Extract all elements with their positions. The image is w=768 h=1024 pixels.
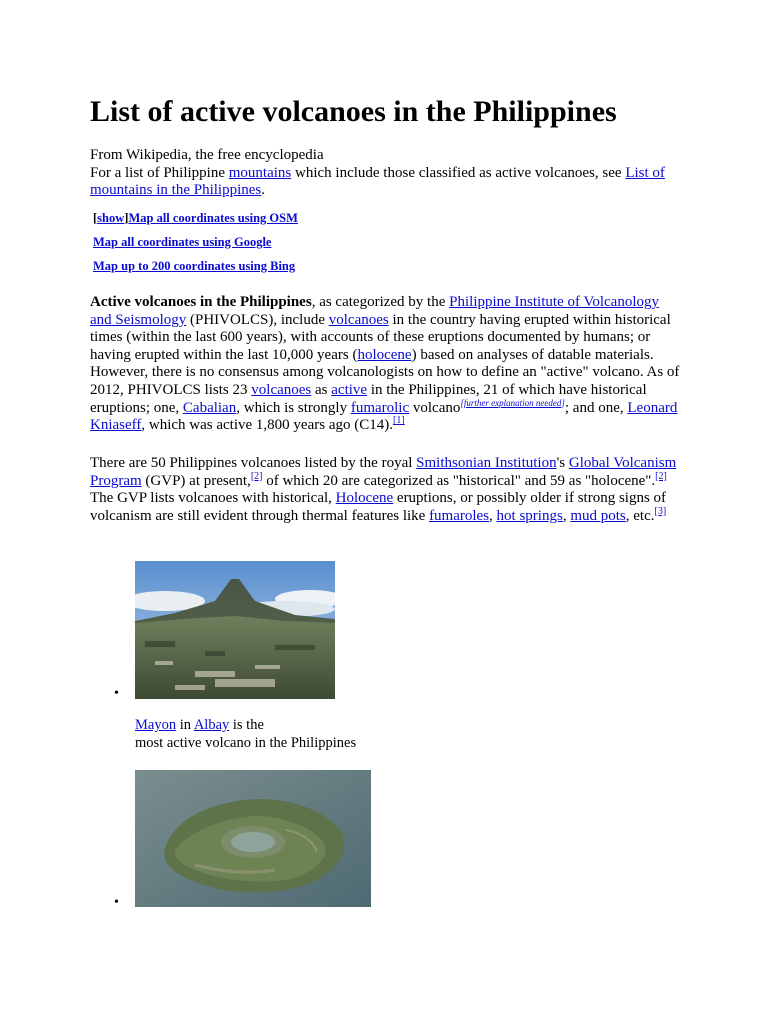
phivolcs-link[interactable]: Philippine Institute of Volcanology and Seismology — [90, 294, 659, 328]
p1-text-10: , which was active 1,800 years ago (C14). — [141, 417, 393, 434]
leonard-kniaseff-link[interactable]: Leonard Kniaseff — [90, 399, 678, 434]
albay-link[interactable]: Albay — [193, 717, 230, 733]
gvp-paragraph — [90, 455, 680, 525]
cn-open: [ — [460, 397, 464, 408]
ref-1 — [393, 415, 405, 426]
p2-text-2: 's — [556, 455, 569, 471]
taal-volcano-photo — [135, 770, 371, 907]
p1-text-3: in the country having erupted within historical times (within the last 600 years), with accounts of these eruptions documented by humans; or having erupted within the last 10,000 years ( — [90, 311, 671, 363]
mud-pots-link[interactable]: mud pots — [570, 507, 626, 524]
mountains-link[interactable]: mountains — [228, 164, 292, 181]
map-google-link[interactable]: Map all coordinates using Google — [93, 235, 272, 249]
p1-text-6: in the Philippines, 21 of which have historical eruptions; one, — [90, 381, 647, 416]
citation-needed-note — [460, 398, 565, 408]
caption-text-2: is the — [229, 717, 264, 733]
fumarolic-link[interactable]: fumarolic — [350, 399, 410, 416]
p2-text-6: eruptions, or possibly older if strong signs of volcanism are still evident through thermal features like — [90, 490, 667, 524]
p2-text-7: , — [489, 507, 497, 524]
smithsonian-link[interactable]: Smithsonian Institution — [416, 455, 557, 471]
cn-close: ] — [561, 397, 565, 408]
show-bracket-open: [ — [93, 211, 98, 225]
taal-volcano-image[interactable] — [135, 770, 371, 912]
ref-2-link[interactable]: [2] — [250, 470, 263, 482]
hatnote-mid: which include those classified as active volcanoes, see — [291, 164, 626, 181]
p1-text-1: , as categorized by the — [311, 294, 450, 310]
show-bracket-close: ] — [124, 211, 129, 225]
p1-text-7: , which is strongly — [236, 399, 351, 416]
map-bing-link[interactable]: Map up to 200 coordinates using Bing — [93, 259, 296, 273]
p2-text-8: , — [562, 507, 571, 524]
mayon-volcano-image[interactable] — [135, 561, 335, 704]
ref-2b-link[interactable]: [2] — [655, 470, 667, 482]
map-google-row — [93, 235, 271, 250]
p2-text-5: The GVP lists volcanoes with historical, — [90, 490, 336, 507]
p1-text-8: volcano — [409, 399, 461, 416]
caption-text-1: in — [176, 717, 194, 733]
p1-text-5: as — [311, 381, 332, 398]
p1-text-9: ; and one, — [564, 399, 628, 416]
map-bing-row — [93, 259, 295, 274]
gallery-bullet-1: • — [114, 686, 119, 701]
map-osm-link[interactable]: Map all coordinates using OSM — [128, 211, 298, 225]
p2-text-1: There are 50 Philippines volcanoes listed by the royal — [90, 455, 417, 471]
ref-3 — [654, 506, 666, 517]
map-osm-row — [93, 211, 298, 226]
active-link[interactable]: active — [331, 381, 368, 398]
show-toggle-link[interactable]: show — [97, 211, 125, 225]
ref-2 — [251, 471, 263, 482]
volcanoes-link[interactable]: volcanoes — [328, 311, 389, 328]
ref-3-link[interactable]: [3] — [654, 505, 667, 517]
gvp-link[interactable]: Global Volcanism Program — [90, 455, 677, 489]
volcanoes-link-2[interactable]: volcanoes — [251, 381, 312, 398]
tagline-text: From Wikipedia, the free encyclopedia — [90, 147, 324, 163]
gallery-bullet-2: • — [114, 895, 119, 910]
caption-text-3: most active volcano in the Philippines — [135, 734, 357, 751]
intro-bold: Active volcanoes in the Philippines — [90, 294, 312, 310]
mayon-volcano-photo — [135, 561, 335, 699]
page-title: List of active volcanoes in the Philippines — [90, 95, 617, 128]
ref-1-link[interactable]: [1] — [392, 415, 405, 427]
further-explanation-link[interactable]: further explanation needed — [463, 397, 562, 408]
fumaroles-link[interactable]: fumaroles — [429, 507, 490, 524]
holocene-link-2[interactable]: Holocene — [335, 490, 394, 507]
p2-text-3: (GVP) at present, — [141, 472, 251, 489]
p1-text-4: ) based on analyses of datable materials. However, there is no consensus among volcanologists on how to define an "active" volcano. As of 2012, PHIVOLCS lists 23 — [90, 346, 680, 398]
list-of-mountains-link[interactable]: List of mountains in the Philippines — [90, 164, 665, 199]
intro-paragraph — [90, 294, 680, 435]
hatnote-post: . — [261, 182, 265, 199]
tagline — [90, 147, 680, 200]
hot-springs-link[interactable]: hot springs — [496, 507, 563, 524]
holocene-link[interactable]: holocene — [357, 346, 412, 363]
p2-text-9: , etc. — [625, 507, 655, 524]
p2-text-4: of which 20 are categorized as "historical" and 59 as "holocene". — [262, 472, 656, 489]
p1-text-2: (PHIVOLCS), include — [186, 311, 329, 328]
cabalian-link[interactable]: Cabalian — [182, 399, 237, 416]
mayon-link[interactable]: Mayon — [135, 717, 177, 733]
ref-2b — [655, 471, 667, 482]
mayon-caption — [135, 717, 356, 752]
hatnote-pre: For a list of Philippine — [90, 164, 229, 181]
